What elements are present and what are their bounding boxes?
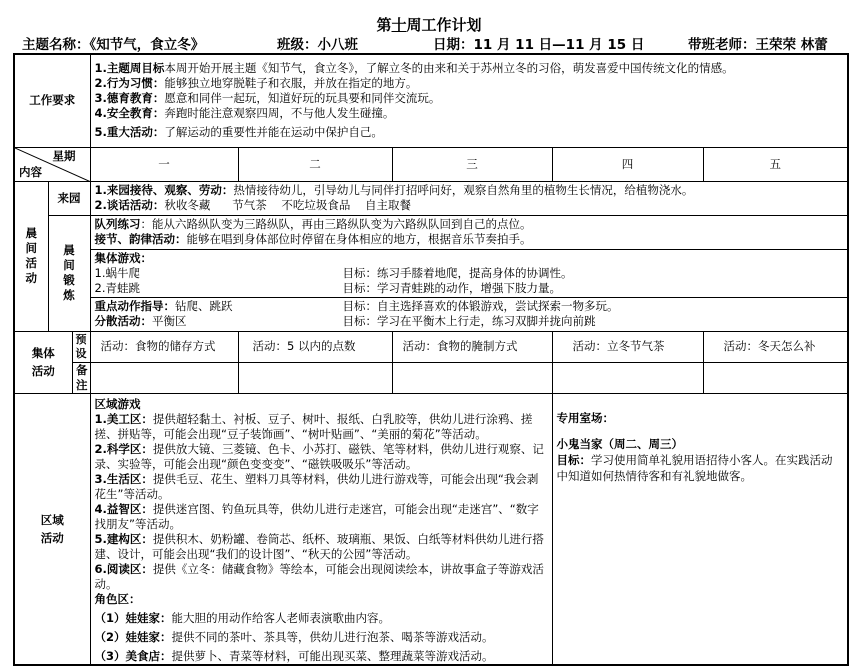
guides-row: [14, 297, 848, 331]
note-fri: [703, 362, 848, 393]
date-info: [433, 33, 644, 51]
area-item: 3.生活区：提供毛豆、花生、塑料刀具等材料，供幼儿进行游戏等，可能会出现“我会剥花生”等活动。: [94, 471, 539, 501]
arrival-row: [14, 181, 848, 215]
area-item: 1.美工区：提供超轻黏土、衬板、豆子、树叶、报纸、白乳胶等，供幼儿进行涂鸦、搓搓、拼贴等，可能会出现“豆子装饰画”、“树叶贴画”、“美丽的菊花”等活动。: [94, 411, 533, 441]
activity-thu: 活动：立冬节气茶: [552, 331, 703, 362]
corner-top-label: 星期: [52, 148, 76, 163]
activity-tue: 活动：5 以内的点数: [238, 331, 392, 362]
group-games-row: [14, 249, 848, 297]
area-item: 4.益智区：提供迷宫图、钓鱼玩具等，供幼儿进行走迷宫，可能会出现“走迷宫”、“数字找朋友”等活动。: [94, 501, 539, 531]
date-value: 11 月 11 日—11 月 15 日: [473, 37, 645, 53]
teacher-value: 王荣荣 林蕾: [755, 37, 828, 53]
day-tue: 二: [238, 147, 392, 181]
plan-label: 预设: [72, 331, 90, 362]
guide-item: 分散活动：平衡区 目标：学习在平衡木上行走，练习双脚并拢向前跳: [94, 314, 596, 328]
game-item: 2.青蛙跳 目标：学习青蛙跳的动作，增强下肢力量。: [94, 280, 561, 295]
work-req-item: 5.重大活动：了解运动的重要性并能在运动中保护自己。: [94, 125, 383, 140]
role-item: （1）娃娃家：能大胆的用动作给客人老师表演歌曲内容。: [94, 610, 391, 625]
area-activities-row: [14, 393, 848, 665]
corner-bottom-label: 内容: [19, 164, 42, 179]
arrival-label: 来园: [48, 181, 90, 215]
special-room-content: [552, 393, 848, 665]
theme-info: [22, 33, 204, 51]
corner-cell: [14, 147, 90, 181]
drill-row: [14, 215, 848, 249]
guide-item: 重点动作指导：钻爬、跳跃 目标：自主选择喜欢的体锻游戏，尝试探索一物多玩。: [94, 299, 619, 313]
group-activity-note-row: [14, 362, 848, 393]
area-activities-label: 区域活动: [14, 393, 90, 665]
activity-mon: 活动：食物的储存方式: [90, 331, 238, 362]
theme-value: 《知节气，食立冬》: [89, 37, 205, 53]
work-req-item: 2.行为习惯：能够独立地穿脱鞋子和衣服，并放在指定的地方。: [94, 76, 418, 91]
special-room-name: 小鬼当家（周二、周三）: [556, 436, 683, 451]
special-room-goal: 目标：学习使用简单礼貌用语招待小客人。在实践活动中知道如何热情待客和有礼貌地做客。: [556, 452, 833, 483]
class-label: 班级：: [277, 37, 318, 53]
morning-exercise-label: 晨间锻炼: [48, 215, 90, 331]
note-mon: [90, 362, 238, 393]
arrival-content: 1.来园接待、观察、劳动：热情接待幼儿，引导幼儿与同伴打招呼问好，观察自然角里的植物生长情况，给植物浇水。 2.谈话活动：秋收冬藏 节气茶 不吃垃圾食品 自主取餐: [90, 181, 848, 215]
work-requirements-content: [90, 54, 848, 147]
group-games-content: 集体游戏： 1.蜗牛爬 目标：练习手膝着地爬，提高身体的协调性。 2.青蛙跳 目标：学习青蛙跳的动作，增强下肢力量。: [90, 249, 848, 297]
role-item: （3）美食店：提供萝卜、青菜等材料，可能出现买菜、整理蔬菜等游戏活动。: [94, 648, 494, 663]
week-number: 十: [391, 16, 407, 34]
work-req-item: 4.安全教育：奔跑时能注意观察四周，不与他人发生碰撞。: [94, 106, 395, 121]
group-activity-plan-row: [14, 331, 848, 362]
weekday-header-row: [14, 147, 848, 181]
theme-label: 主题名称：: [22, 37, 90, 53]
area-games-content: [90, 393, 552, 665]
note-label: 备注: [72, 362, 90, 393]
work-req-item: 3.德育教育：愿意和同伴一起玩，知道好玩的玩具要和同伴交流玩。: [94, 91, 441, 106]
page-title: [0, 14, 858, 35]
teacher-label: 带班老师：: [688, 37, 756, 53]
day-wed: 三: [392, 147, 552, 181]
special-room-title: 专用室场：: [556, 410, 614, 425]
role-area-title: 角色区：: [94, 591, 141, 606]
note-thu: [552, 362, 703, 393]
area-item: 2.科学区：提供放大镜、三菱镜、色卡、小苏打、磁铁、笔等材料，供幼儿进行观察、记录、实验等，可能会出现“颜色变变变”、“磁铁吸吸乐”等活动。: [94, 441, 544, 471]
weekly-plan-table: [13, 53, 849, 666]
day-fri: 五: [703, 147, 848, 181]
work-requirements-row: [14, 54, 848, 147]
group-activities-label: 集体活动: [14, 331, 72, 393]
game-item: 1.蜗牛爬 目标：练习手膝着地爬，提高身体的协调性。: [94, 265, 573, 280]
morning-activities-label: 晨间活动: [14, 181, 48, 331]
area-section-title: 区域游戏: [94, 396, 141, 411]
role-item: （2）娃娃家：提供不同的茶叶、茶具等，供幼儿进行泡茶、喝茶等游戏活动。: [94, 629, 494, 644]
title-prefix: 第: [376, 16, 392, 34]
note-tue: [238, 362, 392, 393]
day-thu: 四: [552, 147, 703, 181]
date-label: 日期：: [433, 37, 474, 53]
class-info: [277, 33, 358, 51]
drill-content: 队列练习：能从六路纵队变为三路纵队，再由三路纵队变为六路纵队回到自己的点位。 接节、韵律活动：能够在唱到身体部位时停留在身体相应的地方，根据音乐节奏拍手。: [90, 215, 848, 249]
work-req-item: 1.主题周目标本周开始开展主题《知节气，食立冬》，了解立冬的由来和关于苏州立冬的习俗，萌发喜爱中国传统文化的情感。: [94, 61, 734, 76]
teacher-info: [688, 33, 828, 51]
day-mon: 一: [90, 147, 238, 181]
guides-content: [90, 297, 848, 331]
note-wed: [392, 362, 552, 393]
activity-fri: 活动：冬天怎么补: [703, 331, 848, 362]
area-item: 5.建构区：提供积木、奶粉罐、卷筒芯、纸杯、玻璃瓶、果饭、白纸等材料供幼儿进行搭建、设计，可能会出现“我们的设计图”、“秋天的公园”等活动。: [94, 531, 544, 561]
work-requirements-label: 工作要求: [14, 54, 90, 147]
class-value: 小八班: [317, 37, 358, 53]
area-item: 6.阅读区：提供《立冬：储藏食物》等绘本，可能会出现阅读绘本，讲故事盒子等游戏活动。: [94, 561, 544, 591]
title-suffix: 周工作计划: [406, 16, 482, 34]
activity-wed: 活动：食物的腌制方式: [392, 331, 552, 362]
